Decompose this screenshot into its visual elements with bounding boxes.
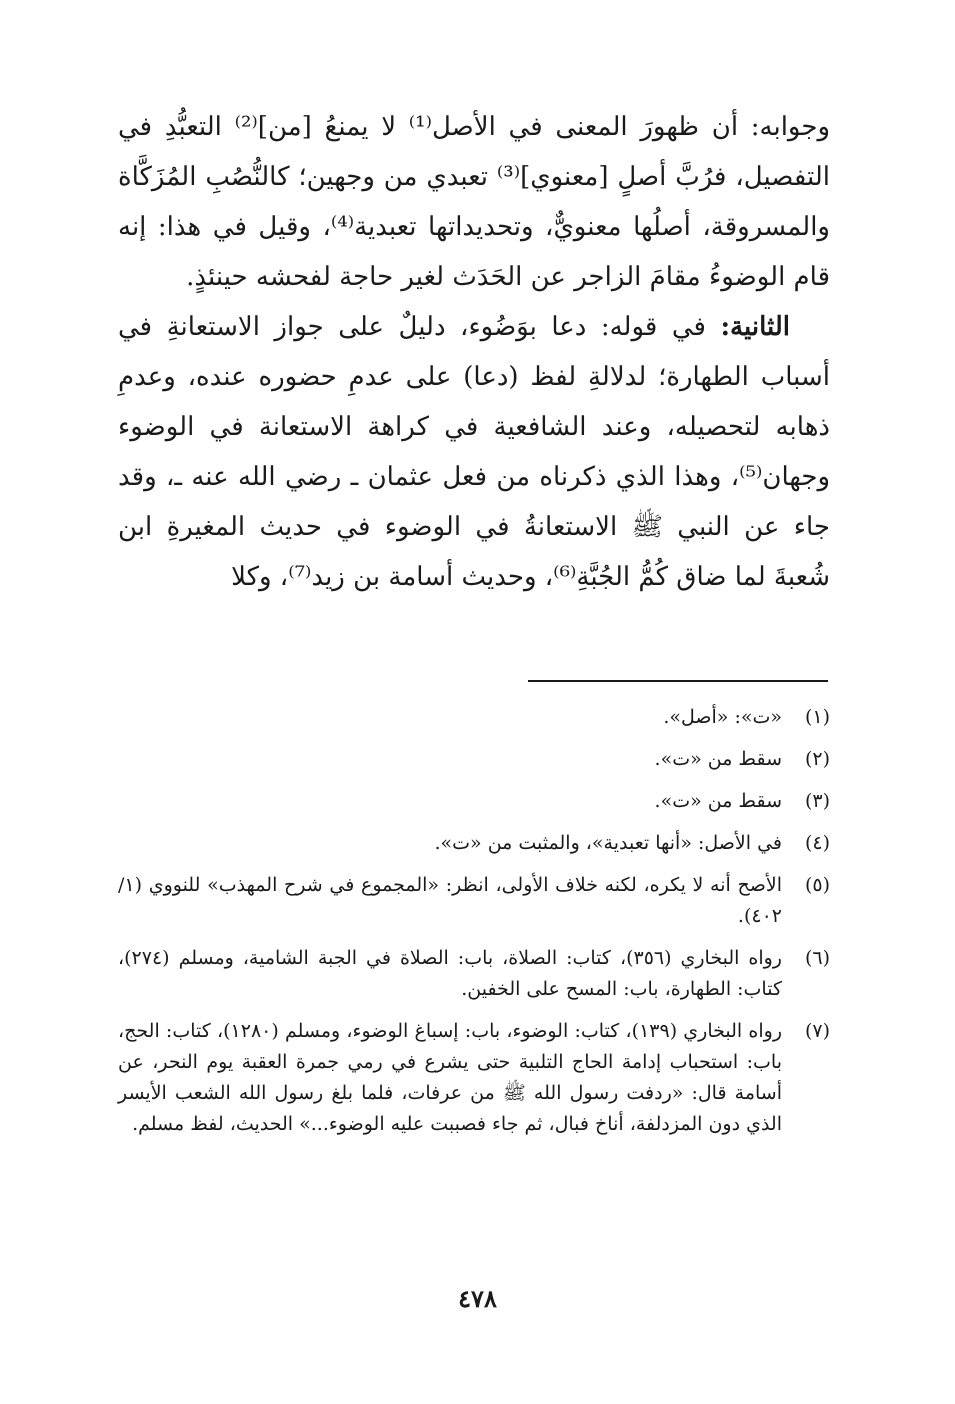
- footnote-number: (٣): [804, 790, 830, 812]
- main-text: [118, 102, 830, 602]
- footnote-text: رواه البخاري (١٣٩)، كتاب: الوضوء، باب: إسباغ الوضوء، ومسلم (١٢٨٠)، كتاب: الحج، باب: استحباب إدامة الحاج التلبية حتى يشرع في رمي جمرة العقبة يوم النحر، عن أسامة قال: «ردفت رسول الله ﷺ من عرفات، فلما بلغ رسول الله الشعب الأيسر الذي دون المزدلفة، أناخ فبال، ثم جاء فصببت عليه الوضوء...» الحديث، لفظ مسلم.: [118, 1020, 782, 1135]
- footnote-number: (٤): [804, 832, 830, 854]
- footnote-number: (٢): [804, 748, 830, 770]
- footnotes-list: [118, 702, 830, 1151]
- footnote-number: (٥): [804, 874, 830, 896]
- footnote-text: سقط من «ت».: [654, 748, 782, 770]
- page-number: ٤٧٨: [458, 1284, 497, 1313]
- footnote-text: رواه البخاري (٣٥٦)، كتاب: الصلاة، باب: الصلاة في الجبة الشامية، ومسلم (٢٧٤)، كتاب: الطهارة، باب: المسح على الخفين.: [118, 947, 782, 1000]
- footnote-number: (٧): [804, 1020, 830, 1042]
- footnote-separator: [528, 680, 828, 682]
- footnote-text: الأصح أنه لا يكره، لكنه خلاف الأولى، انظر: «المجموع في شرح المهذب» للنووي (١/ ٤٠٢).: [118, 874, 782, 927]
- footnote: [118, 1016, 830, 1140]
- footnote: [118, 943, 830, 1005]
- footnote-number: (٦): [804, 947, 830, 969]
- footnote: [118, 744, 830, 775]
- footnote: [118, 870, 830, 932]
- paragraph-2: [118, 302, 830, 602]
- footnote: [118, 702, 830, 733]
- footnote: [118, 828, 830, 859]
- footnote-text: سقط من «ت».: [654, 790, 782, 812]
- footnote-number: (١): [804, 706, 830, 728]
- footnote-text: «ت»: «أصل».: [663, 706, 782, 728]
- paragraph-1: وجوابه: أن ظهورَ المعنى في الأصل⁽¹⁾ لا يمنعُ [من]⁽²⁾ التعبُّدِ في التفصيل، فرُبَّ أصلٍ [معنوي]⁽³⁾ تعبدي من وجهين؛ كالنُّصُبِ المُزَكَّاة والمسروقة، أصلُها معنويٌّ، وتحديداتها تعبدية⁽⁴⁾، وقيل في هذا: إنه قام الوضوءُ مقامَ الزاجر عن الحَدَث لغير حاجة لفحشه حينئذٍ.: [118, 112, 830, 292]
- footnote: [118, 786, 830, 817]
- footnote-text: في الأصل: «أنها تعبدية»، والمثبت من «ت».: [434, 832, 782, 854]
- body-text: [118, 102, 830, 602]
- paragraph-2-lead: الثانية:: [720, 312, 790, 342]
- paragraph-2-text: في قوله: دعا بوَضُوء، دليلٌ على جواز الاستعانةِ في أسباب الطهارة؛ لدلالةِ لفظ (دعا) على عدمِ حضوره عنده، وعدمِ ذهابه لتحصيله، وعند الشافعية في كراهة الاستعانة في الوضوء وجهان⁽⁵⁾، وهذا الذي ذكرناه من فعل عثمان ـ رضي الله عنه ـ، وقد جاء عن النبي ﷺ الاستعانةُ في الوضوء في حديث المغيرةِ ابن شُعبةَ لما ضاق كُمُّ الجُبَّةِ⁽⁶⁾، وحديث أسامة بن زيد⁽⁷⁾، وكلا: [118, 312, 830, 592]
